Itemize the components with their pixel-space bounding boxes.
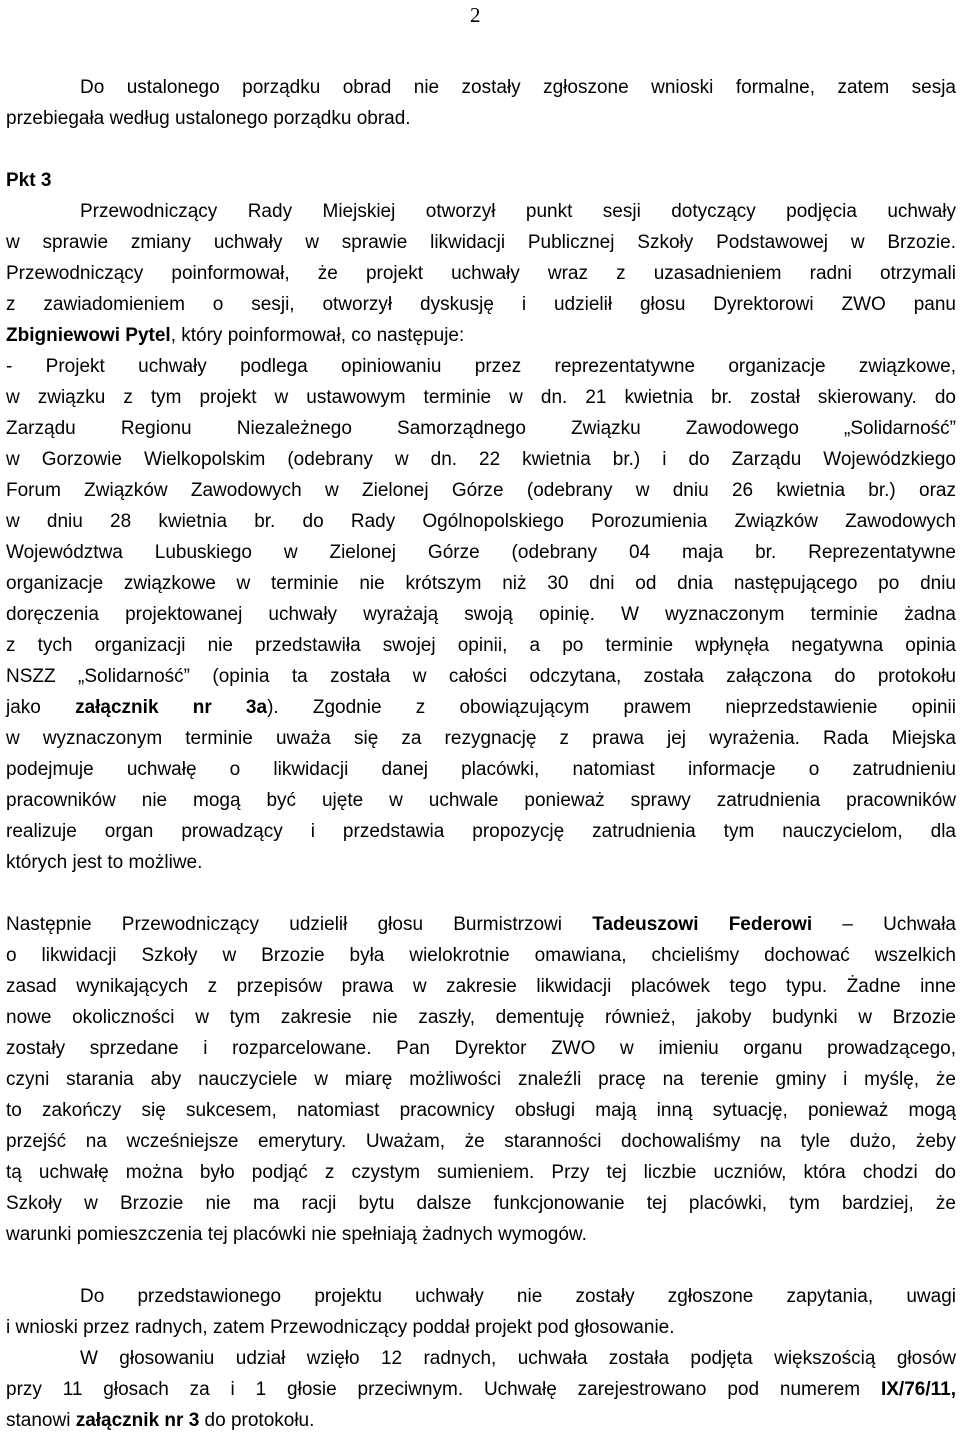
text-fragment: – Uchwała — [812, 914, 956, 935]
text-line: Do przedstawionego projektu uchwały nie zostały zgłoszone zapytania, uwagi — [80, 1286, 956, 1307]
text-line: Zarządu Regionu Niezależnego Samorządnego Związku Zawodowego „Solidarność” — [6, 418, 956, 439]
attachment-reference: załącznik nr 3a — [75, 697, 268, 718]
paragraph-gap — [6, 878, 956, 909]
page-number: 2 — [470, 3, 481, 27]
text-line: podejmuje uchwałę o likwidacji danej placówki, natomiast informacje o zatrudnieniu — [6, 759, 956, 780]
text-line: w wyznaczonym terminie uważa się za rezygnację z prawa jej wyrażenia. Rada Miejska — [6, 728, 956, 749]
text-line: w dniu 28 kwietnia br. do Rady Ogólnopolskiego Porozumienia Związków Zawodowych — [6, 511, 956, 532]
text-fragment: przy 11 głosach za i 1 głosie przeciwnym. Uchwałę zarejestrowano pod numerem — [6, 1379, 881, 1400]
text-line — [6, 909, 956, 940]
text-line — [6, 1374, 956, 1405]
text-line: pracowników nie mogą być ujęte w uchwale ponieważ sprawy zatrudnienia pracowników — [6, 790, 956, 811]
text-line: Przewodniczący Rady Miejskiej otworzył punkt sesji dotyczący podjęcia uchwały — [80, 201, 956, 222]
text-line: doręczenia projektowanej uchwały wyrażają swoją opinię. W wyznaczonym terminie żadna — [6, 604, 956, 625]
document-body — [6, 72, 956, 1436]
person-name: Tadeuszowi Federowi — [592, 914, 813, 935]
text-fragment: ). Zgodnie z obowiązującym prawem nieprzedstawienie opinii — [267, 697, 957, 718]
text-line: warunki pomieszczenia tej placówki nie spełniają żadnych wymogów. — [6, 1224, 587, 1245]
text-line: w sprawie zmiany uchwały w sprawie likwidacji Publicznej Szkoły Podstawowej w Brzozie. — [6, 232, 956, 253]
text-line: zasad wynikających z przepisów prawa w zakresie likwidacji placówek tego typu. Żadne inne — [6, 976, 956, 997]
attachment-reference: załącznik nr 3 — [75, 1410, 200, 1431]
intro-paragraph — [6, 72, 956, 134]
text-line: to zakończy się sukcesem, natomiast pracownicy obsługi mają inną sytuację, ponieważ mogą — [6, 1100, 956, 1121]
text-line: w związku z tym projekt w ustawowym terminie w dn. 21 kwietnia br. został skierowany. do — [6, 387, 956, 408]
text-line: o likwidacji Szkoły w Brzozie była wielokrotnie omawiana, chcieliśmy dochować wszelkich — [6, 945, 956, 966]
text-fragment: stanowi — [6, 1410, 76, 1431]
text-line: z zawiadomieniem o sesji, otworzył dyskusję i udzielił głosu Dyrektorowi ZWO panu — [6, 294, 956, 315]
text-line: przebiegała według ustalonego porządku obrad. — [6, 108, 411, 129]
text-line: Do ustalonego porządku obrad nie zostały zgłoszone wnioski formalne, zatem sesja — [80, 77, 956, 98]
text-fragment: do protokołu. — [199, 1410, 315, 1431]
text-line: Przewodniczący poinformował, że projekt uchwały wraz z uzasadnieniem radni otrzymali — [6, 263, 956, 284]
text-line: - Projekt uchwały podlega opiniowaniu przez reprezentatywne organizacje związkowe, — [6, 356, 956, 377]
paragraph-gap — [6, 1250, 956, 1281]
text-line: Szkoły w Brzozie nie ma racji bytu dalsze funkcjonowanie tej placówki, tym bardziej, że — [6, 1193, 956, 1214]
text-line — [6, 692, 956, 723]
text-line — [6, 320, 956, 351]
text-line: Forum Związków Zawodowych w Zielonej Górze (odebrany w dniu 26 kwietnia br.) oraz — [6, 480, 956, 501]
text-line: tą uchwałę można było podjąć z czystym sumieniem. Przy tej liczbie uczniów, która chodzi do — [6, 1162, 956, 1183]
person-name: Zbigniewowi Pytel — [6, 325, 171, 346]
text-line: NSZZ „Solidarność” (opinia ta została w całości odczytana, została załączona do protokołu — [6, 666, 956, 687]
pkt3-section — [6, 165, 956, 878]
text-line: czyni starania aby nauczyciele w miarę możliwości znaleźli pracę na terenie gminy i myślę, że — [6, 1069, 956, 1090]
text-line — [6, 1405, 956, 1436]
burmistrz-paragraph — [6, 909, 956, 1250]
text-line: z tych organizacji nie przedstawiła swojej opinii, a po terminie wpłynęła negatywna opinia — [6, 635, 956, 656]
text-line: nowe okoliczności w tym zakresie nie zaszły, dementuję również, jakoby budynki w Brzozie — [6, 1007, 956, 1028]
text-line: W głosowaniu udział wzięło 12 radnych, uchwała została podjęta większością głosów — [80, 1348, 956, 1369]
closing-paragraph — [6, 1281, 956, 1436]
resolution-number: IX/76/11, — [880, 1379, 956, 1400]
text-fragment: , który poinformował, co następuje: — [170, 325, 465, 346]
text-line: realizuje organ prowadzący i przedstawia propozycję zatrudnienia tym nauczycielom, dla — [6, 821, 956, 842]
text-line: Województwa Lubuskiego w Zielonej Górze (odebrany 04 maja br. Reprezentatywne — [6, 542, 956, 563]
text-line: których jest to możliwe. — [6, 852, 203, 873]
text-line: przejść na wcześniejsze emerytury. Uważam, że staranności dochowaliśmy na tyle dużo, żeby — [6, 1131, 956, 1152]
text-fragment: Następnie Przewodniczący udzielił głosu Burmistrzowi — [6, 914, 593, 935]
paragraph-gap — [6, 134, 956, 165]
text-line: w Gorzowie Wielkopolskim (odebrany w dn. 22 kwietnia br.) i do Zarządu Wojewódzkiego — [6, 449, 956, 470]
text-line: i wnioski przez radnych, zatem Przewodniczący poddał projekt pod głosowanie. — [6, 1317, 675, 1338]
text-line: organizacje związkowe w terminie nie krótszym niż 30 dni od dnia następującego po dniu — [6, 573, 956, 594]
text-line: zostały sprzedane i rozparcelowane. Pan Dyrektor ZWO w imieniu organu prowadzącego, — [6, 1038, 956, 1059]
section-heading: Pkt 3 — [6, 170, 52, 191]
text-fragment: jako — [6, 697, 76, 718]
